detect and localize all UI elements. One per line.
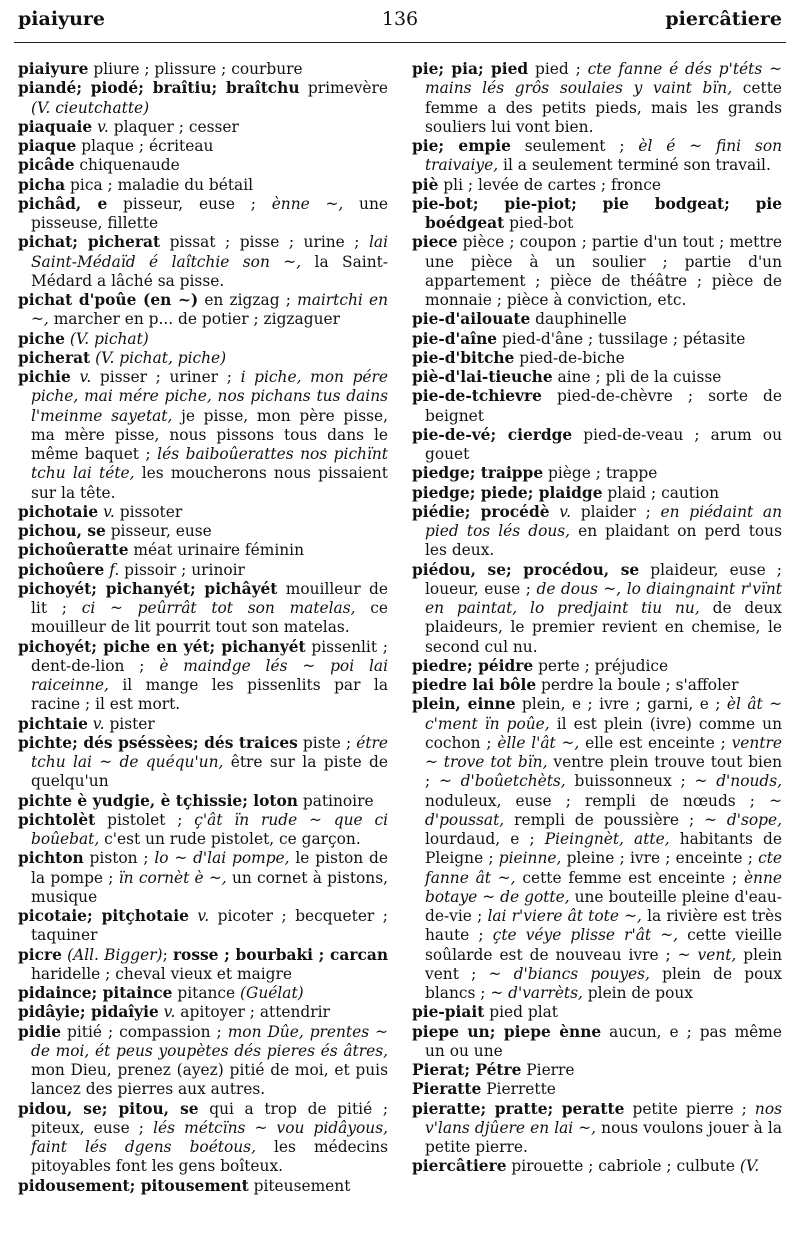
dictionary-entry (18, 233, 388, 291)
entry-definition: primevère (V. cieutchatte) (31, 79, 388, 117)
page-header (18, 8, 782, 36)
running-head-right: piercâtiere (665, 8, 782, 30)
entry-definition: plaque ; écriteau (76, 137, 214, 155)
entry-definition: piste ; étre tchu lai ~ de quéqu'un, être sur la piste de quelqu'un (31, 733, 389, 791)
entry-headword: pie-de-tchievre (412, 387, 542, 406)
dictionary-entry (412, 195, 782, 234)
entry-headword: piedge; piede; plaidge (412, 483, 603, 502)
entry-definition: pica ; maladie du bétail (65, 175, 254, 194)
dictionary-entry (412, 676, 782, 695)
entry-definition: chiquenaude (74, 156, 180, 175)
entry-headword: pichat; picherat (18, 233, 161, 252)
entry-definition: qui a trop de pitié ; piteux, euse ; lés métcïns ~ vou pidâyous, faint lés dgens boétous, les médecins pitoyables font les gens boîteux. (31, 1099, 389, 1176)
entry-definition: pied-bot (504, 214, 574, 232)
dictionary-entry (18, 522, 388, 541)
entry-definition: dauphinelle (530, 310, 627, 329)
entry-definition: pisseur, euse (105, 522, 212, 540)
dictionary-entry (18, 368, 388, 503)
entry-headword: pie-de-vé; cierdge (412, 425, 573, 444)
left-column (18, 60, 388, 1196)
entry-headword: piece (412, 233, 458, 252)
dictionary-entry (18, 580, 388, 638)
entry-headword: pidaince; pitaince (18, 984, 173, 1002)
entry-definition: pissat ; pisse ; urine ; lai Saint-Médaïd é laîtchie son ~, la Saint-Médard a lâché sa pisse. (31, 233, 388, 290)
entry-headword: pichtaie (18, 714, 88, 733)
entry-headword: pichoûere (18, 560, 105, 579)
dictionary-entry (18, 60, 388, 79)
entry-headword: pie-bot; pie-piot; pie bodgeat; pie boédgeat (412, 194, 782, 232)
entry-definition: aine ; pli de la cuisse (552, 368, 722, 386)
dictionary-entry (18, 291, 388, 330)
entry-headword: piè-d'lai-tieuche (412, 368, 553, 386)
dictionary-entry (18, 849, 388, 907)
entry-headword: pichou, se (18, 522, 106, 540)
entry-definition: f. pissoir ; urinoir (109, 560, 245, 579)
entry-definition: pied plat (484, 1003, 558, 1022)
entry-definition: pied-de-chèvre ; sorte de beignet (425, 387, 782, 425)
dictionary-entry (18, 638, 388, 715)
dictionary-entry (18, 946, 388, 985)
dictionary-entry (18, 811, 388, 850)
entry-headword: pidâyie; pidaîyie (18, 1003, 159, 1022)
entry-definition: pli ; levée de cartes ; fronce (438, 175, 661, 194)
dictionary-entry (412, 349, 782, 368)
entry-definition: piège ; trappe (543, 464, 658, 483)
entry-headword: piédou, se; procédou, se (412, 560, 640, 579)
entry-definition: pisseur, euse ; ènne ~, une pisseuse, fillette (31, 194, 388, 232)
entry-definition: méat urinaire féminin (128, 541, 304, 560)
dictionary-entry (18, 176, 388, 195)
entry-headword: picâde (18, 156, 75, 175)
entry-definition: v. apitoyer ; attendrir (163, 1003, 330, 1022)
running-head-left: piaiyure (18, 8, 105, 30)
entry-headword: pie-piait (412, 1003, 485, 1022)
dictionary-entry (18, 541, 388, 560)
entry-headword: piedge; traippe (412, 464, 544, 483)
entry-definition: aucun, e ; pas même un ou une (425, 1022, 782, 1060)
entry-headword: piedre; péidre (412, 656, 534, 675)
entry-definition: piston ; lo ~ d'lai pompe, le piston de la pompe ; ïn cornèt è ~, un cornet à pistons, musique (31, 849, 388, 906)
dictionary-entry (412, 233, 782, 310)
dictionary-entry (18, 118, 388, 137)
entry-headword: pidousement; pitousement (18, 1176, 249, 1195)
dictionary-entry (18, 984, 388, 1003)
dictionary-entry (412, 1157, 782, 1176)
dictionary-entry (18, 195, 388, 234)
right-column (412, 60, 782, 1177)
entry-definition: seulement ; èl é ~ fini son traivaiye, il a seulement terminé son travail. (425, 137, 783, 175)
dictionary-entry (18, 561, 388, 580)
entry-headword: Pierat; Pétre (412, 1061, 522, 1079)
entry-definition: pied-d'âne ; tussilage ; pétasite (497, 329, 746, 348)
dictionary-entry (18, 907, 388, 946)
entry-headword: pichâd, e (18, 194, 108, 213)
entry-headword: piedre lai bôle (412, 676, 537, 694)
dictionary-entry (18, 734, 388, 792)
dictionary-entry (412, 1100, 782, 1158)
dictionary-entry (412, 387, 782, 426)
dictionary-entry (18, 503, 388, 522)
entry-headword: piè (412, 175, 439, 194)
entry-headword: piaque (18, 137, 77, 155)
entry-definition: pissenlit ; dent-de-lion ; è maindge lés ~ poi lai raiceinne, il mange les pissenlits par la racine ; il est mort. (31, 637, 388, 714)
header-rule (14, 42, 786, 43)
entry-definition: perte ; préjudice (533, 656, 669, 675)
entry-definition: (All. Bigger); rosse ; bourbaki ; carcan haridelle ; cheval vieux et maigre (31, 945, 389, 983)
entry-definition: pied-de-biche (514, 348, 625, 367)
entry-headword: Pieratte (412, 1080, 482, 1099)
dictionary-entry (18, 715, 388, 734)
entry-headword: pie-d'ailouate (412, 310, 531, 329)
entry-headword: pichoûeratte (18, 541, 129, 560)
entry-definition: Pierrette (481, 1080, 556, 1099)
entry-headword: piaquaie (18, 117, 93, 136)
entry-headword: picre (18, 945, 62, 964)
dictionary-entry (18, 1023, 388, 1100)
entry-headword: pichte è yudgie, è tçhissie; loton (18, 791, 298, 810)
entry-definition: piteusement (248, 1176, 351, 1195)
entry-headword: pidie (18, 1022, 62, 1041)
entry-definition: plaid ; caution (602, 483, 720, 502)
entry-definition: pistolet ; ç'ât ïn rude ~ que ci boûebat, c'est un rude pistolet, ce garçon. (31, 810, 389, 848)
dictionary-entry (412, 657, 782, 676)
dictionary-entry (412, 1003, 782, 1022)
entry-definition: v. pister (92, 714, 155, 733)
entry-headword: pie-d'aîne (412, 329, 498, 348)
dictionary-entry (412, 426, 782, 465)
entry-definition: patinoire (297, 791, 374, 810)
entry-headword: picotaie; pitçhotaie (18, 907, 189, 925)
entry-definition: v. plaider ; en piédaint an pied tos lés dous, en plaidant on perd tous les deux. (425, 502, 782, 560)
entry-definition: perdre la boule ; s'affoler (536, 676, 739, 694)
entry-definition: pied ; cte fanne é dés p'téts ~ mains lés grôs soulaies y vaint bïn, cette femme a des petits pieds, mais les grands souliers lui vont bien. (425, 60, 782, 136)
dictionary-entry (412, 1061, 782, 1080)
entry-definition: pirouette ; cabriole ; culbute (V. (506, 1157, 760, 1176)
dictionary-entry (412, 503, 782, 561)
dictionary-entry (412, 561, 782, 657)
entry-definition: pied-de-veau ; arum ou gouet (425, 425, 782, 463)
entry-definition: v. pisser ; uriner ; i piche, mon pére piche, mai mére piche, nos pichans tus dains l'meinme sayetat, je pisse, mon père pisse, ma mère pisse, nous pissons tous dans le même baquet ; lés baiboûerattes nos pichïnt tchu lai téte, les moucherons nous pissaient sur la tête. (31, 368, 388, 502)
dictionary-entry (18, 1003, 388, 1022)
entry-headword: pichotaie (18, 502, 99, 521)
entry-headword: piaiyure (18, 60, 89, 78)
dictionary-entry (412, 368, 782, 387)
dictionary-entry (18, 330, 388, 349)
entry-headword: piercâtiere (412, 1157, 507, 1176)
dictionary-entry (18, 792, 388, 811)
entry-definition: pitance (Guélat) (172, 984, 304, 1002)
dictionary-entry (412, 176, 782, 195)
entry-headword: pieratte; pratte; peratte (412, 1099, 625, 1118)
entry-definition: petite pierre ; nos v'lans djûere en lai ~, nous voulons jouer à la petite pierre. (425, 1099, 783, 1156)
entry-headword: pichoyét; piche en yét; pichanyét (18, 637, 306, 656)
dictionary-entry (412, 60, 782, 137)
entry-definition: Pierre (521, 1061, 575, 1079)
entry-definition: mouilleur de lit ; ci ~ peûrrât tot son matelas, ce mouilleur de lit pourrit tout son matelas. (31, 579, 388, 637)
dictionary-entry (18, 137, 388, 156)
dictionary-entry (18, 156, 388, 175)
entry-headword: piédie; procédè (412, 502, 550, 521)
entry-headword: pichte; dés pséssèes; dés traices (18, 733, 298, 752)
dictionary-entry (18, 1177, 388, 1196)
entry-definition: v. plaquer ; cesser (97, 117, 239, 136)
entry-headword: pie-d'bitche (412, 348, 515, 367)
entry-headword: picherat (18, 348, 91, 367)
dictionary-entry (412, 1080, 782, 1099)
dictionary-entry (412, 330, 782, 349)
entry-definition: en zigzag ; mairtchi en ~, marcher en p... de potier ; zigzaguer (31, 291, 389, 329)
entry-headword: pichoyét; pichanyét; pichâyét (18, 579, 278, 598)
dictionary-entry (412, 310, 782, 329)
entry-definition: pièce ; coupon ; partie d'un tout ; mettre une pièce à un soulier ; partie d'un appartement ; pièce de théâtre ; pièce de monnaie ; pièce à conviction, etc. (425, 233, 782, 309)
entry-headword: pie; empie (412, 137, 511, 155)
entry-headword: plein, einne (412, 695, 516, 714)
dictionary-entry (412, 695, 782, 1003)
entry-definition: pitié ; compassion ; mon Dûe, prentes ~ de moi, ét peus youpètes dés pieres és âtres, mon Dieu, prenez (ayez) pitié de moi, et puis lancez des pierres aux autres. (31, 1022, 388, 1099)
dictionary-entry (18, 1100, 388, 1177)
entry-headword: pichtolèt (18, 810, 96, 829)
entry-headword: piepe un; piepe ènne (412, 1022, 602, 1041)
entry-headword: piche (18, 329, 65, 348)
entry-headword: pichat d'poûe (en ~) (18, 291, 199, 309)
entry-headword: piandé; piodé; braîtiu; braîtchu (18, 79, 300, 98)
entry-headword: pidou, se; pitou, se (18, 1099, 199, 1118)
dictionary-entry (412, 464, 782, 483)
dictionary-entry (412, 1023, 782, 1062)
dictionary-entry (18, 79, 388, 118)
entry-headword: pichie (18, 368, 71, 386)
dictionary-entry (18, 349, 388, 368)
entry-definition: plein, e ; ivre ; garni, e ; èl ât ~ c'ment ïn poûe, il est plein (ivre) comme un cochon ; èlle l'ât ~, elle est enceinte ; ventre ~ trove tot bïn, ventre plein trouve tout bien ; ~ d'boûetchèts, buissonneux ; ~ d'nouds, noduleux, euse ; rempli de nœuds ; ~ d'poussat, rempli de poussière ; ~ d'sope, lourdaud, e ; Pieingnèt, atte, habitants de Pleigne ; pieinne, pleine ; ivre ; enceinte ; cte fanne ât ~, cette femme est enceinte ; ènne botaye ~ de gotte, une bouteille pleine d'eau-de-vie ; lai r'viere ât tote ~, la rivière est très haute ; çte véye plisse r'ât ~, cette vieille soûlarde est de nouveau ivre ; ~ vent, plein vent ; ~ d'biancs pouyes, plein de poux blancs ; ~ d'varrèts, plein de poux (425, 695, 783, 1002)
dictionary-entry (412, 484, 782, 503)
entry-headword: picha (18, 175, 66, 194)
entry-headword: pichton (18, 849, 84, 868)
page-number: 136 (381, 8, 419, 30)
entry-headword: pie; pia; pied (412, 60, 529, 78)
entry-definition: v. pissoter (103, 502, 183, 521)
entry-definition: (V. pichat, piche) (95, 348, 227, 367)
entry-definition: (V. pichat) (69, 329, 149, 348)
entry-definition: v. picoter ; becqueter ; taquiner (31, 907, 388, 945)
entry-definition: plaideur, euse ; loueur, euse ; de dous ~, lo diaingnaint r'vïnt en paintat, lo predjaint tiu nu, de deux plaideurs, le premier revient en chemise, le second cul nu. (425, 560, 782, 656)
entry-definition: pliure ; plissure ; courbure (88, 60, 303, 78)
dictionary-entry (412, 137, 782, 176)
